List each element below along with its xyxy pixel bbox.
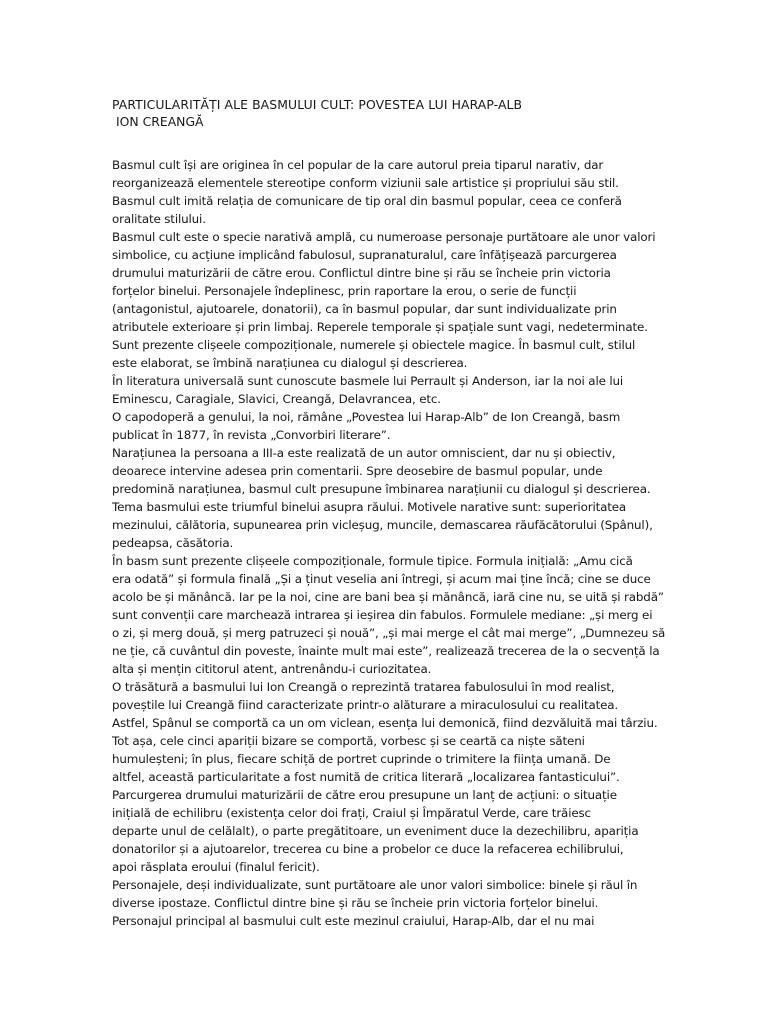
text-line: diverse ipostaze. Conflictul dintre bine și rău se încheie prin victoria forțelor binelui.: [112, 896, 599, 910]
text-line: inițială de echilibru (existența celor doi frați, Craiul și Împăratul Verde, care trăiesc: [112, 806, 591, 820]
text-line: sunt convenții care marchează intrarea și ieșirea din fabulos. Formulele mediane: „și merg ei: [112, 608, 653, 622]
text-line: O trăsătură a basmului lui Ion Creangă o reprezintă tratarea fabulosului în mod realist,: [112, 680, 615, 694]
text-line: Basmul cult este o specie narativă amplă, cu numeroase personaje purtătoare ale unor valori: [112, 230, 656, 244]
text-line: Narațiunea la persoana a III-a este realizată de un autor omniscient, dar nu și obiectiv,: [112, 446, 616, 460]
document-body: [112, 156, 668, 930]
text-line: Eminescu, Caragiale, Slavici, Creangă, Delavrancea, etc.: [112, 392, 441, 406]
text-line: este elaborat, se îmbină narațiunea cu dialogul și descrierea.: [112, 356, 468, 370]
text-line: pedeapsa, căsătoria.: [112, 536, 234, 550]
text-line: departe unul de celălalt), o parte pregătitoare, un eveniment duce la dezechilibru, apariția: [112, 824, 639, 838]
text-line: (antagonistul, ajutoarele, donatorii), ca în basmul popular, dar sunt individualizate prin: [112, 302, 617, 316]
text-line: altfel, această particularitate a fost numită de critica literară „localizarea fantasticului”.: [112, 770, 620, 784]
text-line: Tot așa, cele cinci apariții bizare se comportă, vorbesc și se ceartă ca niște săteni: [112, 734, 585, 748]
text-line: humuleșteni; în plus, fiecare schiță de portret cuprinde o trimitere la ființa umană. De: [112, 752, 611, 766]
text-line: Basmul cult își are originea în cel popular de la care autorul preia tiparul narativ, dar: [112, 158, 604, 172]
text-line: predomină narațiunea, basmul cult presupune îmbinarea narațiunii cu dialogul și descrierea.: [112, 482, 651, 496]
text-line: oralitate stilului.: [112, 212, 206, 226]
text-line: atributele exterioare și prin limbaj. Reperele temporale și spațiale sunt vagi, nedeterminate.: [112, 320, 648, 334]
text-line: Personajele, deși individualizate, sunt purtătoare ale unor valori simbolice: binele și răul în: [112, 878, 638, 892]
text-line: o zi, și merg două, și merg patruzeci și nouă”, „și mai merge el cât mai merge”, „Dumnezeu să: [112, 626, 666, 640]
text-line: reorganizează elementele stereotipe conform viziunii sale artistice și propriului său stil.: [112, 176, 619, 190]
text-line: ne ție, că cuvântul din poveste, înainte mult mai este”, realizează trecerea de la o secvență la: [112, 644, 660, 658]
text-line: deoarece intervine adesea prin comentarii. Spre deosebire de basmul popular, unde: [112, 464, 603, 478]
text-line: mezinului, călătoria, supunearea prin vicleșug, muncile, demascarea răufăcătorului (Spânul),: [112, 518, 653, 532]
document-author: ION CREANGĂ: [116, 114, 204, 129]
text-line: alta și mențin cititorul atent, antrenându-i curiozitatea.: [112, 662, 432, 676]
text-line: Tema basmului este triumful binelui asupra răului. Motivele narative sunt: superioritatea: [112, 500, 627, 514]
text-line: Basmul cult imită relația de comunicare de tip oral din basmul popular, ceea ce conferă: [112, 194, 622, 208]
text-line: apoi răsplata eroului (finalul fericit).: [112, 860, 320, 874]
text-line: donatorilor și a ajutoarelor, trecerea cu bine a probelor ce duce la refacerea echilibrului,: [112, 842, 624, 856]
text-line: În literatura universală sunt cunoscute basmele lui Perrault și Anderson, iar la noi ale lui: [112, 374, 624, 388]
text-line: publicat în 1877, în revista „Convorbiri literare”.: [112, 428, 391, 442]
text-line: Personajul principal al basmului cult este mezinul craiului, Harap-Alb, dar el nu mai: [112, 914, 595, 928]
text-line: Parcurgerea drumului maturizării de către erou presupune un lanț de acțiuni: o situație: [112, 788, 617, 802]
text-line: simbolice, cu acțiune implicând fabulosul, supranaturalul, care înfățișează parcurgerea: [112, 248, 617, 262]
document-title: PARTICULARITĂȚI ALE BASMULUI CULT: POVESTEA LUI HARAP-ALB: [112, 97, 523, 112]
text-line: În basm sunt prezente clișeele compoziționale, formule tipice. Formula inițială: „Amu cică: [112, 554, 633, 568]
text-line: O capodoperă a genului, la noi, rămâne „Povestea lui Harap-Alb” de Ion Creangă, basm: [112, 410, 621, 424]
text-line: poveștile lui Creangă fiind caracterizate printr-o alăturare a miraculosului cu realitatea.: [112, 698, 619, 712]
text-line: drumului maturizării de către erou. Conflictul dintre bine și rău se încheie prin victoria: [112, 266, 611, 280]
text-line: era odată” și formula finală „Și a ținut veselia ani întregi, și acum mai ține încă; cine se duce: [112, 572, 651, 586]
text-line: Astfel, Spânul se comportă ca un om viclean, esența lui demonică, fiind dezvăluită mai târziu.: [112, 716, 658, 730]
text-line: Sunt prezente clișeele compoziționale, numerele și obiectele magice. În basmul cult, stilul: [112, 338, 636, 352]
text-line: acolo be și mănâncă. Iar pe la noi, cine are bani bea și mănâncă, iară cine nu, se uită și rabdă”: [112, 590, 664, 604]
text-line: forțelor binelui. Personajele îndeplinesc, prin raportare la erou, o serie de funcții: [112, 284, 577, 298]
